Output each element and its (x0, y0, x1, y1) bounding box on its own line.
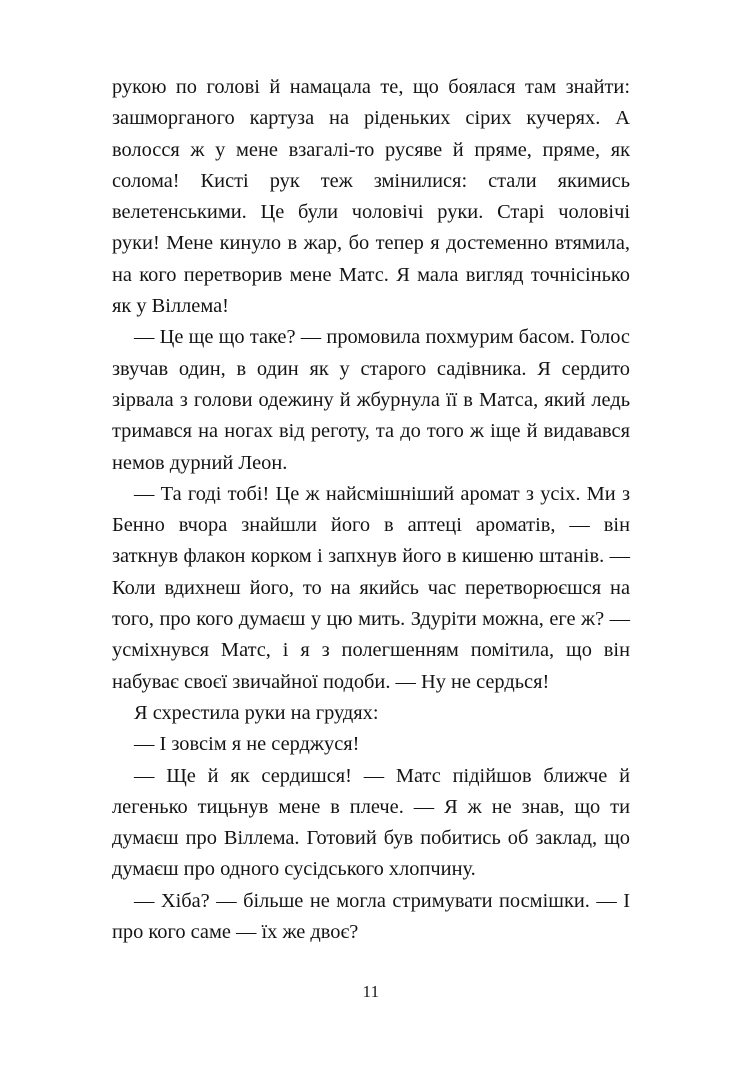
paragraph: Я схрестила руки на грудях: (134, 701, 379, 724)
paragraph: — Ще й як сердишся! — Матс підійшов ближче й легенько тицьнув мене в плече. — Я ж не знав, що ти думаєш про Віллема. Готовий був побитись об заклад, що думаєш про одного сусідського хлопчину. (112, 764, 630, 881)
paragraph: рукою по голові й намацала те, що боялася там знайти: зашморганого картуза на ріденьких сірих кучерях. А волосся ж у мене взагалі-то русяве й пряме, пряме, як солома! Кисті рук теж змінилися: стали якимись велетенськими. Це були чоловічі руки. Старі чоловічі руки! Мене кинуло в жар, бо тепер я достеменно втямила, на кого перетворив мене Матс. Я мала вигляд точнісінько як у Віллема! (112, 76, 630, 318)
paragraph: — Хіба? — більше не могла стримувати посмішки. — І про кого саме — їх же двоє? (112, 889, 630, 944)
page-text-body (112, 72, 630, 948)
paragraph: — І зовсім я не серджуся! (134, 733, 360, 756)
page-number: 11 (362, 982, 380, 1001)
paragraph: — Та годі тобі! Це ж найсмішніший аромат з усіх. Ми з Бенно вчора знайшли його в аптеці ароматів, — він заткнув флакон корком і запхнув його в кишеню штанів. — Коли вдихнеш його, то на якийсь час перетворюєшся на того, про кого думаєш у цю мить. Здуріти можна, еге ж? — усміхнувся Матс, і я з полегшенням помітила, що він набуває своєї звичайної подоби. — Ну не сердься! (112, 482, 630, 693)
paragraph: — Це ще що таке? — промовила похмурим басом. Голос звучав один, в один як у старого садівника. Я сердито зірвала з голови одежину й жбурнула її в Матса, який ледь тримався на ногах від реготу, та до того ж іще й видавався немов дурний Леон. (112, 326, 630, 474)
